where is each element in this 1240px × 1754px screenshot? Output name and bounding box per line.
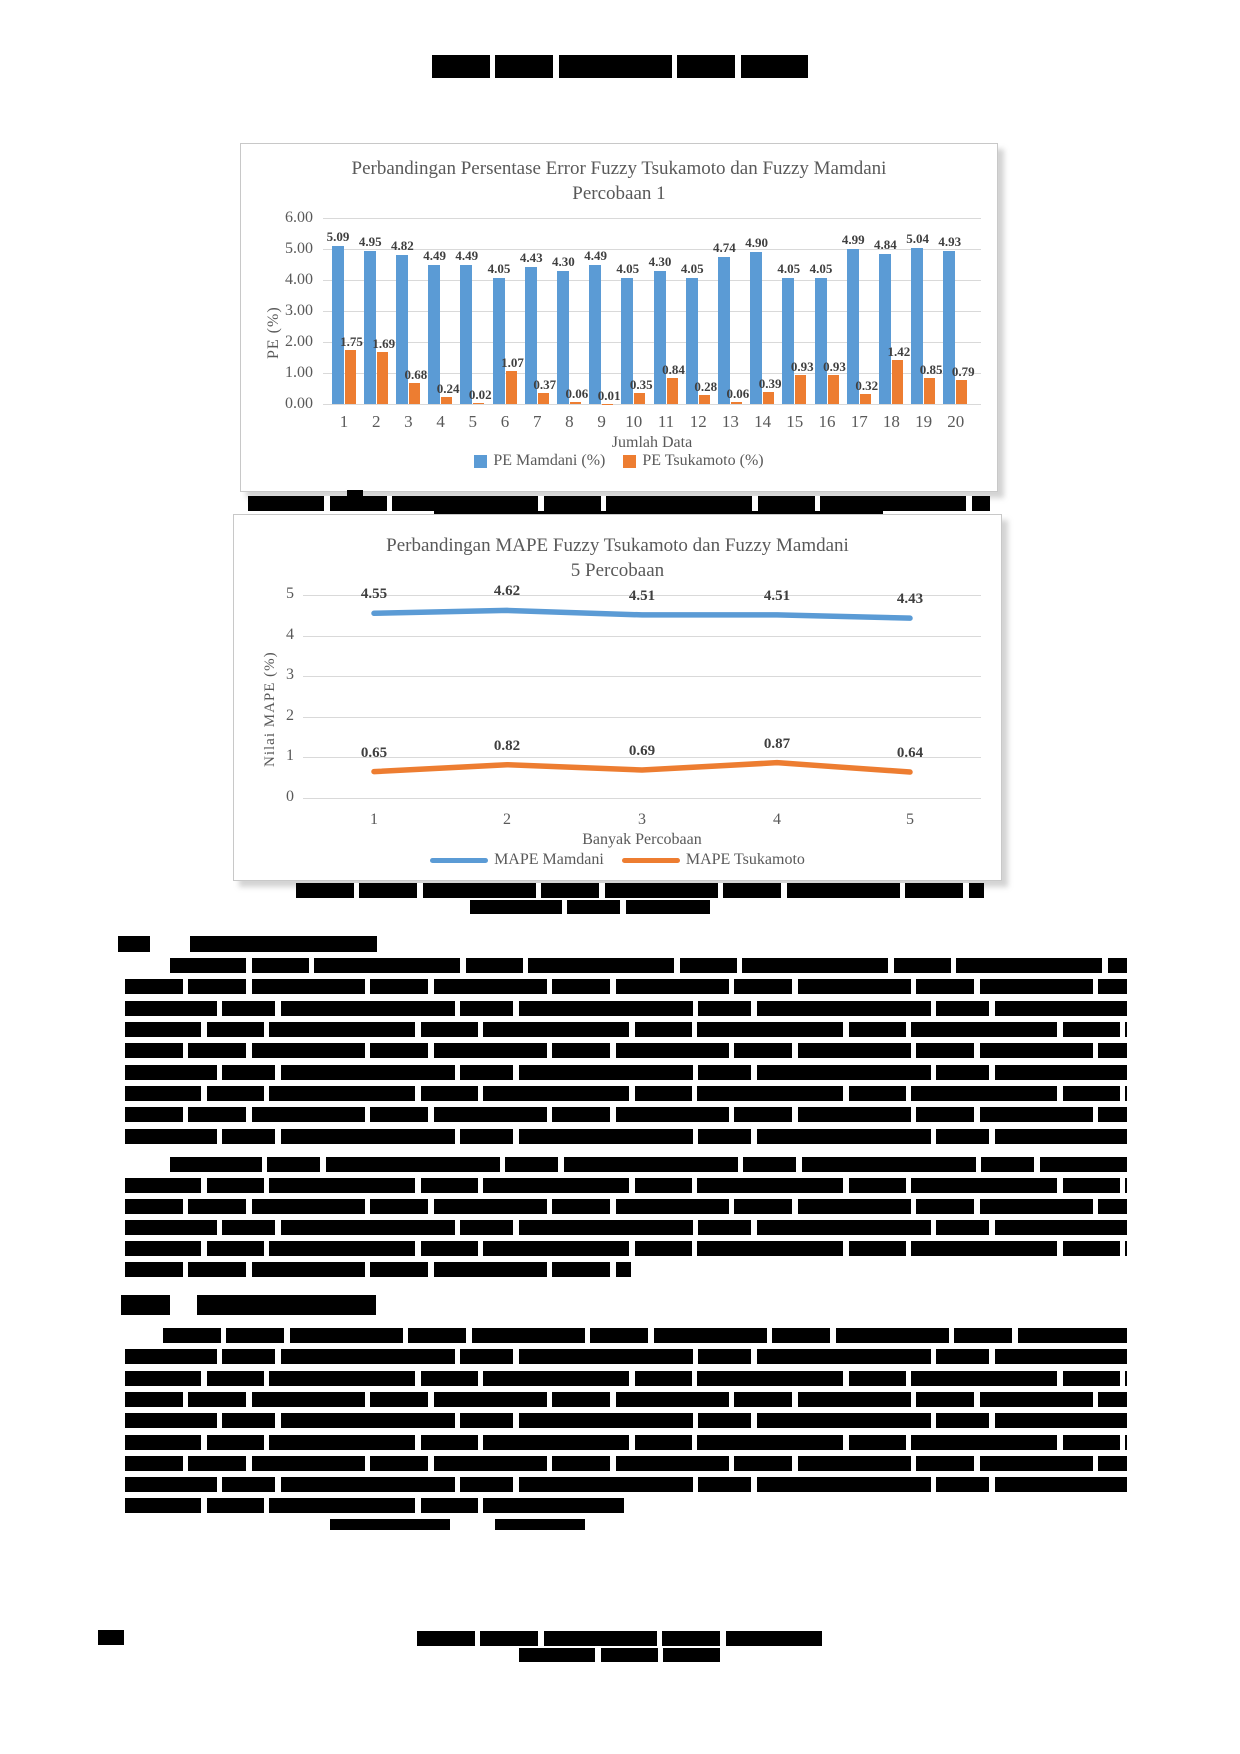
bar-value-label: 0.79 — [951, 363, 975, 379]
redacted-text-line — [125, 1001, 1127, 1016]
x-tick-label: 9 — [597, 412, 606, 431]
bar-value-label: 1.69 — [372, 335, 396, 351]
gridline — [323, 404, 981, 405]
redacted-text-line — [125, 1413, 1127, 1428]
x-tick-label: 1 — [370, 811, 378, 828]
bar-value-label: 0.02 — [468, 387, 492, 403]
bar-mamdani — [332, 246, 344, 404]
y-tick-label: 1 — [286, 747, 294, 765]
redacted-text-line — [170, 1157, 1127, 1172]
y-tick-label: 2 — [286, 706, 294, 724]
point-value-label: 0.82 — [493, 737, 521, 754]
y-tick-label: 4 — [286, 625, 294, 643]
bar-value-label: 0.35 — [629, 377, 653, 393]
chart1-subtitle: Percobaan 1 — [572, 183, 666, 204]
bar-tsukamoto — [956, 380, 967, 404]
redacted-text-line — [125, 1477, 1127, 1492]
x-tick-label: 3 — [404, 412, 413, 431]
point-value-label: 4.55 — [360, 586, 388, 603]
bar-value-label: 0.93 — [823, 359, 846, 375]
bar-value-label: 4.49 — [584, 247, 607, 263]
line-tsukamoto — [374, 763, 910, 772]
bar-mamdani — [460, 265, 472, 404]
redacted-text-line — [125, 1392, 1127, 1407]
bar-value-label: 1.07 — [501, 354, 524, 370]
redacted-section1-heading — [190, 936, 377, 952]
y-tick-label: 1.00 — [285, 364, 313, 381]
redacted-text-line — [163, 1328, 1127, 1343]
bar-tsukamoto — [441, 397, 452, 404]
bar-value-label: 5.04 — [906, 230, 929, 246]
x-tick-label: 14 — [754, 412, 772, 431]
y-tick-label: 4.00 — [285, 271, 313, 288]
y-tick-label: 6.00 — [285, 209, 313, 226]
redacted-caption2-line — [296, 883, 984, 898]
bar-value-label: 4.30 — [648, 253, 672, 269]
bar-tsukamoto — [828, 375, 839, 404]
x-tick-label: 19 — [915, 412, 933, 431]
x-tick-label: 18 — [882, 412, 900, 431]
chart1-legend — [241, 452, 997, 470]
x-tick-label: 2 — [503, 811, 511, 828]
x-tick-label: 2 — [371, 412, 381, 431]
y-tick-label: 3 — [286, 666, 294, 684]
x-tick-label: 12 — [689, 412, 707, 431]
x-tick-label: 3 — [638, 811, 646, 828]
legend-swatch — [623, 455, 636, 468]
redacted-text-fragment — [495, 1519, 585, 1530]
redacted-text-line — [125, 1129, 1127, 1144]
y-tick-label: 5 — [286, 585, 294, 602]
redacted-text-line — [125, 1435, 1127, 1450]
redacted-text-line — [125, 1456, 1127, 1471]
bar-value-label: 4.05 — [616, 261, 640, 277]
redacted-text-line — [125, 1371, 1127, 1386]
x-tick-label: 5 — [468, 412, 478, 431]
bar-value-label: 1.42 — [887, 343, 911, 359]
bar-value-label: 4.43 — [519, 249, 543, 265]
chart1-title: Perbandingan Persentase Error Fuzzy Tsukamoto dan Fuzzy Mamdani — [351, 158, 887, 179]
bar-mamdani — [654, 271, 666, 404]
y-tick-label: 0.00 — [285, 395, 313, 412]
chart1-x-axis-label: Jumlah Data — [611, 434, 693, 451]
bar-value-label: 0.39 — [758, 375, 782, 391]
legend-item — [474, 452, 605, 470]
bar-mamdani — [911, 248, 923, 404]
y-tick-label: 0 — [286, 788, 294, 805]
bar-value-label: 0.68 — [404, 366, 428, 382]
x-tick-label: 1 — [339, 412, 349, 431]
bar-value-label: 0.06 — [565, 386, 589, 402]
bar-tsukamoto — [860, 394, 871, 404]
redacted-text-line — [125, 979, 1127, 994]
bar-tsukamoto — [409, 383, 420, 404]
bar-value-label: 0.01 — [597, 387, 621, 403]
line-chart-panel — [233, 514, 1002, 881]
redacted-text-line — [125, 1262, 631, 1277]
bar-tsukamoto — [795, 375, 806, 404]
redacted-document-title — [432, 55, 808, 78]
bar-mamdani — [589, 265, 601, 404]
bar-value-label: 4.99 — [841, 232, 865, 248]
x-tick-label: 13 — [721, 412, 739, 431]
line-series-canvas — [234, 515, 1001, 880]
point-value-label: 4.43 — [896, 591, 924, 608]
chart2-title: Perbandingan MAPE Fuzzy Tsukamoto dan Fuzzy Mamdani — [386, 535, 849, 556]
bar-value-label: 4.49 — [455, 247, 479, 263]
legend-label: PE Tsukamoto (%) — [642, 452, 764, 469]
bar-value-label: 4.05 — [777, 261, 801, 277]
x-tick-label: 4 — [773, 811, 781, 828]
bar-value-label: 4.84 — [874, 236, 897, 252]
bar-tsukamoto — [731, 402, 742, 404]
line-mamdani — [374, 610, 910, 618]
redacted-text-line — [125, 1498, 624, 1513]
redacted-text-line — [125, 1349, 1127, 1364]
x-tick-label: 8 — [565, 412, 574, 431]
bar-tsukamoto — [634, 393, 645, 404]
bar-tsukamoto — [892, 360, 903, 404]
bar-value-label: 4.95 — [358, 233, 382, 249]
bar-value-label: 0.85 — [919, 361, 943, 377]
bar-tsukamoto — [345, 350, 356, 404]
bar-value-label: 4.05 — [680, 261, 704, 277]
legend-item — [623, 452, 763, 470]
x-tick-label: 17 — [850, 412, 868, 431]
bar-value-label: 0.93 — [790, 359, 814, 375]
redacted-text-line — [125, 1043, 1127, 1058]
bar-mamdani — [718, 257, 730, 404]
bar-value-label: 0.37 — [533, 376, 557, 392]
bar-tsukamoto — [506, 371, 517, 404]
redacted-caption1-line — [248, 496, 990, 511]
redacted-section2-number — [121, 1295, 170, 1315]
bar-tsukamoto — [473, 403, 484, 404]
bar-value-label: 4.82 — [391, 237, 414, 253]
redacted-text-line — [125, 1178, 1127, 1193]
bar-mamdani — [557, 271, 569, 404]
point-value-label: 0.87 — [763, 735, 791, 752]
redacted-text-line — [125, 1220, 1127, 1235]
point-value-label: 4.51 — [628, 587, 656, 604]
point-value-label: 0.69 — [628, 742, 656, 759]
bar-value-label: 0.06 — [726, 386, 750, 402]
redacted-text-line — [125, 1022, 1127, 1037]
bar-value-label: 4.90 — [745, 235, 768, 251]
bar-value-label: 0.32 — [855, 378, 879, 394]
bar-value-label: 4.74 — [713, 240, 736, 256]
bar-mamdani — [943, 251, 955, 404]
redacted-text-line — [125, 1241, 1127, 1256]
x-tick-label: 10 — [625, 412, 643, 431]
bar-tsukamoto — [924, 378, 935, 404]
bar-mamdani — [815, 278, 827, 404]
bar-mamdani — [364, 251, 376, 404]
point-value-label: 4.62 — [493, 583, 521, 600]
bar-tsukamoto — [763, 392, 774, 404]
legend-swatch — [474, 455, 487, 468]
bar-tsukamoto — [538, 393, 549, 404]
bar-tsukamoto — [570, 402, 581, 404]
chart2-x-axis-label: Banyak Percobaan — [582, 831, 702, 848]
bar-value-label: 5.09 — [326, 229, 350, 245]
bar-value-label: 4.05 — [809, 261, 833, 277]
point-value-label: 4.51 — [763, 587, 791, 604]
bar-value-label: 4.49 — [423, 247, 446, 263]
x-tick-label: 16 — [818, 412, 836, 431]
redacted-text-line — [125, 1107, 1127, 1122]
redacted-page-number — [98, 1630, 124, 1645]
redacted-caption2-line — [470, 900, 710, 914]
chart1-y-axis-label: PE (%) — [265, 306, 282, 359]
bar-value-label: 4.05 — [487, 261, 511, 277]
bar-tsukamoto — [667, 378, 678, 404]
x-tick-label: 11 — [657, 412, 675, 431]
bar-value-label: 4.93 — [938, 234, 962, 250]
redacted-text-fragment — [330, 1519, 450, 1530]
redacted-section2-heading — [197, 1295, 376, 1315]
y-tick-label: 3.00 — [285, 302, 313, 319]
legend-label: PE Mamdani (%) — [493, 452, 606, 469]
legend-label: MAPE Mamdani — [494, 851, 604, 868]
bar-value-label: 4.30 — [552, 253, 575, 269]
chart2-subtitle: 5 Percobaan — [570, 560, 665, 581]
bar-value-label: 1.75 — [340, 333, 363, 349]
x-tick-label: 7 — [532, 412, 542, 431]
redacted-text-line — [125, 1065, 1127, 1080]
redacted-text-line — [125, 1199, 1127, 1214]
bar-mamdani — [879, 254, 891, 404]
redacted-footer-line — [519, 1648, 720, 1662]
redacted-text-line — [125, 1086, 1127, 1101]
x-tick-label: 5 — [906, 811, 914, 828]
x-tick-label: 20 — [947, 412, 965, 431]
x-tick-label: 15 — [786, 412, 804, 431]
point-value-label: 0.64 — [896, 745, 924, 762]
gridline — [323, 218, 981, 219]
redacted-section1-number — [118, 936, 150, 952]
bar-mamdani — [493, 278, 505, 404]
legend-label: MAPE Tsukamoto — [685, 851, 805, 868]
redacted-footer-line — [417, 1631, 822, 1646]
bar-mamdani — [782, 278, 794, 404]
bar-tsukamoto — [699, 395, 710, 404]
chart2-y-axis-label: Nilai MAPE (%) — [262, 651, 278, 767]
y-tick-label: 2.00 — [285, 333, 313, 350]
x-tick-label: 6 — [500, 412, 510, 431]
y-tick-label: 5.00 — [285, 240, 313, 257]
bar-value-label: 0.84 — [662, 361, 685, 377]
x-tick-label: 4 — [436, 412, 445, 431]
point-value-label: 0.65 — [360, 744, 388, 761]
bar-value-label: 0.28 — [694, 379, 718, 395]
redacted-text-line — [170, 958, 1127, 973]
bar-tsukamoto — [377, 352, 388, 404]
bar-chart-panel — [240, 143, 998, 492]
bar-value-label: 0.24 — [436, 380, 460, 396]
